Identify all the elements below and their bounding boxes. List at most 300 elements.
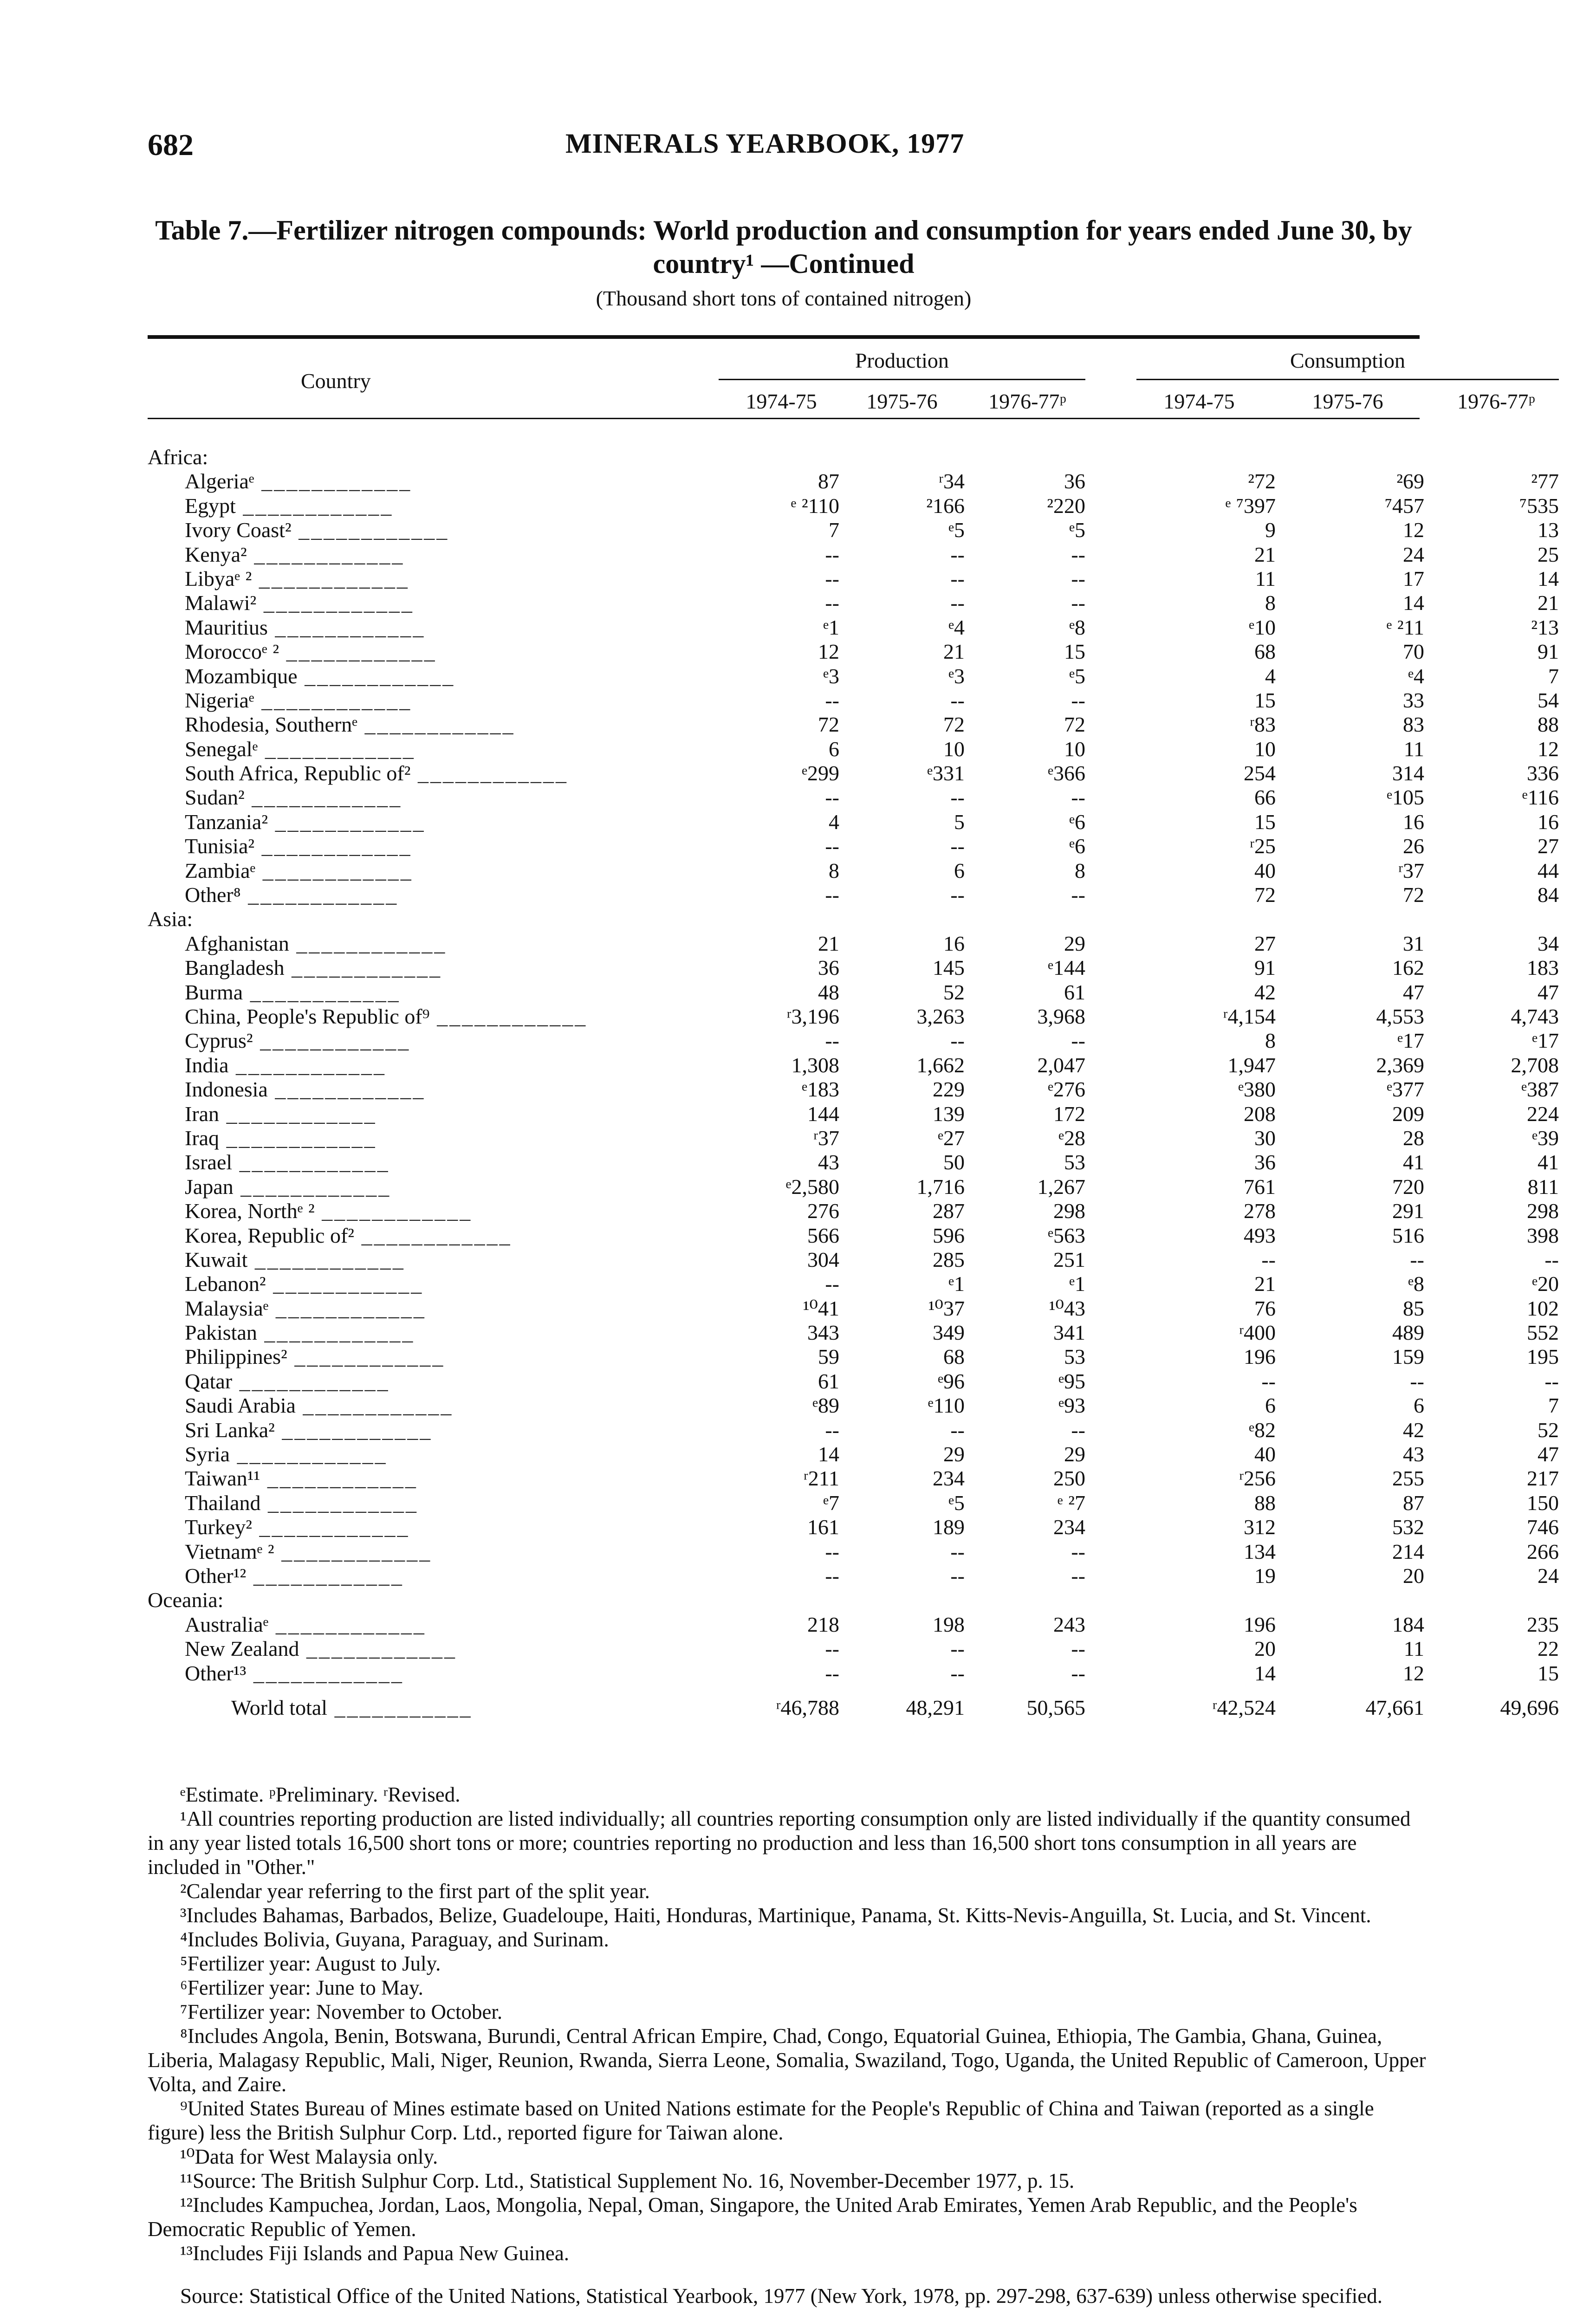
table-cell: 44 xyxy=(1538,858,1559,882)
consumption-group-header: Consumption xyxy=(1290,349,1405,372)
country-name xyxy=(185,1369,390,1394)
table-cell: 6 xyxy=(1414,1394,1424,1418)
table-cell: ʳ46,788 xyxy=(776,1695,839,1719)
table-cell: 234 xyxy=(933,1466,965,1491)
table-cell: 287 xyxy=(933,1199,965,1223)
row-label: Saudi Arabia xyxy=(185,1394,296,1418)
table-cell: 34 xyxy=(1538,931,1559,955)
table-cell: 47 xyxy=(1538,1442,1559,1466)
leader-dashes: ____________ xyxy=(254,469,412,493)
table-cell: 88 xyxy=(1254,1491,1276,1515)
table-cell: 145 xyxy=(933,956,965,980)
table-cell: ᵉ5 xyxy=(1069,518,1085,542)
country-name xyxy=(185,616,425,640)
row-label: Qatar xyxy=(185,1369,233,1393)
table-cell: ᵉ ²11 xyxy=(1386,615,1424,639)
table-row xyxy=(148,980,1559,1005)
row-label: Libyaᵉ ² xyxy=(185,566,252,590)
table-cell: ᵉ6 xyxy=(1069,810,1085,834)
table-row xyxy=(148,858,1559,883)
row-label: Mozambique xyxy=(185,664,298,688)
table-cell: ʳ37 xyxy=(813,1126,839,1150)
region-row xyxy=(148,1588,1420,1612)
table-cell: -- xyxy=(825,566,839,590)
table-cell: 12 xyxy=(1538,737,1559,761)
country-name xyxy=(185,1005,587,1029)
table-cell: -- xyxy=(825,1272,839,1296)
table-row xyxy=(148,834,1559,858)
table-cell: 21 xyxy=(818,931,839,955)
table-row xyxy=(148,1102,1559,1126)
table-cell: 343 xyxy=(807,1321,839,1345)
table-cell: -- xyxy=(1071,1029,1085,1053)
table-cell: 12 xyxy=(818,640,839,664)
table-cell: 1,662 xyxy=(916,1053,965,1077)
table-cell: ᵉ ²110 xyxy=(791,493,839,518)
leader-dashes: ____________ xyxy=(274,1418,433,1442)
table-cell: 47 xyxy=(1538,980,1559,1004)
table-cell: ᵉ5 xyxy=(1069,664,1085,688)
table-cell: 4 xyxy=(829,810,839,834)
country-name xyxy=(185,1321,415,1345)
footnote: ⁴Includes Bolivia, Guyana, Paraguay, and Surinam. xyxy=(180,1928,609,1951)
table-cell: 198 xyxy=(933,1612,965,1636)
country-name xyxy=(231,1696,473,1720)
leader-dashes: ____________ xyxy=(295,1394,454,1418)
region-label xyxy=(148,445,208,469)
leader-dashes: ____________ xyxy=(289,931,447,955)
table-cell: 16 xyxy=(1403,810,1424,834)
column-header: 1975-76 xyxy=(1312,389,1383,413)
column-header: 1976-77ᵖ xyxy=(1457,389,1535,413)
table-cell: 254 xyxy=(1244,761,1276,785)
table-row xyxy=(148,1004,1559,1029)
leader-dashes: ____________ xyxy=(240,883,399,907)
table-cell: ᵉ5 xyxy=(948,518,965,542)
row-label: Tanzania² xyxy=(185,810,268,834)
table-cell: -- xyxy=(950,566,965,590)
table-cell: 59 xyxy=(818,1345,839,1369)
table-cell: 53 xyxy=(1064,1150,1085,1174)
leader-dashes: ____________ xyxy=(274,1539,432,1563)
country-name xyxy=(185,1394,453,1418)
table-row xyxy=(148,566,1559,591)
country-name xyxy=(185,1515,410,1539)
table-cell: 298 xyxy=(1527,1199,1559,1223)
table-cell: ᵉ563 xyxy=(1048,1223,1085,1247)
table-cell: 17 xyxy=(1403,566,1424,590)
table-cell: 50,565 xyxy=(1026,1695,1085,1719)
table-cell: -- xyxy=(825,1418,839,1442)
table-cell: ᵉ105 xyxy=(1387,785,1424,810)
table-cell: 14 xyxy=(818,1442,839,1466)
table-cell: 7 xyxy=(829,518,839,542)
table-cell: 48,291 xyxy=(906,1695,965,1719)
table-cell: 91 xyxy=(1254,956,1276,980)
table-cell: 1,716 xyxy=(916,1174,965,1199)
table-cell: -- xyxy=(1410,1247,1424,1271)
table-cell: -- xyxy=(825,591,839,615)
table-cell: 218 xyxy=(807,1612,839,1636)
table-cell: 72 xyxy=(1403,883,1424,907)
table-cell: 234 xyxy=(1053,1515,1085,1539)
row-label: Africa: xyxy=(148,445,208,469)
table-cell: 48 xyxy=(818,980,839,1004)
table-cell: ᵉ8 xyxy=(1069,615,1085,639)
table-cell: ᵉ39 xyxy=(1532,1126,1559,1150)
country-name xyxy=(185,518,449,542)
table-cell: 1,308 xyxy=(791,1053,839,1077)
table-cell: ᵉ ⁷397 xyxy=(1225,493,1276,518)
table-cell: 52 xyxy=(1538,1418,1559,1442)
table-cell: ᵉ5 xyxy=(948,1491,965,1515)
table-cell: -- xyxy=(950,1539,965,1563)
leader-dashes: ____________ xyxy=(268,810,426,834)
leader-dashes: ____________ xyxy=(266,1272,424,1296)
table-row xyxy=(148,1466,1559,1491)
region-label xyxy=(148,907,193,931)
table-cell: 208 xyxy=(1244,1102,1276,1126)
leader-dashes: ____________ xyxy=(279,640,437,664)
table-cell: 243 xyxy=(1053,1612,1085,1636)
table-cell: 15 xyxy=(1254,688,1276,712)
country-name xyxy=(185,761,568,785)
row-label: Japan xyxy=(185,1174,234,1199)
table-cell: 85 xyxy=(1403,1296,1424,1320)
table-cell: 52 xyxy=(943,980,965,1004)
table-cell: ⁷535 xyxy=(1519,493,1559,518)
table-cell: ᵉ17 xyxy=(1397,1029,1424,1053)
table-cell: ᵉ276 xyxy=(1048,1077,1085,1102)
table-cell: ¹⁰37 xyxy=(928,1296,965,1320)
table-row xyxy=(148,1321,1559,1345)
table-cell: 596 xyxy=(933,1223,965,1247)
row-label: Korea, Northᵉ ² xyxy=(185,1199,315,1223)
leader-dashes: ____________ xyxy=(253,1029,411,1053)
row-label: Vietnamᵉ ² xyxy=(185,1539,274,1563)
table-cell: -- xyxy=(1544,1247,1559,1271)
leader-dashes: ____________ xyxy=(268,1296,426,1320)
table-cell: 217 xyxy=(1527,1466,1559,1491)
table-cell: 761 xyxy=(1244,1174,1276,1199)
table-cell: 29 xyxy=(1064,931,1085,955)
table-cell: 720 xyxy=(1392,1174,1424,1199)
table-cell: ᵉ7 xyxy=(823,1491,839,1515)
table-cell: 27 xyxy=(1538,834,1559,858)
table-cell: 489 xyxy=(1392,1321,1424,1345)
table-cell: ᵉ380 xyxy=(1238,1077,1276,1102)
table-cell: ᵉ95 xyxy=(1058,1369,1085,1393)
table-cell: 29 xyxy=(1064,1442,1085,1466)
table-cell: 72 xyxy=(943,713,965,737)
table-cell: 72 xyxy=(818,713,839,737)
row-label: Egypt xyxy=(185,493,236,518)
country-name xyxy=(185,688,412,713)
country-name xyxy=(185,1466,418,1491)
leader-dashes: ____________ xyxy=(267,615,426,639)
table-cell: ¹⁰41 xyxy=(803,1296,839,1320)
footnote: ⁶Fertilizer year: June to May. xyxy=(180,1976,423,1999)
table-cell: 16 xyxy=(1538,810,1559,834)
country-name xyxy=(185,494,393,518)
row-label: Israel xyxy=(185,1150,233,1174)
row-label: New Zealand xyxy=(185,1637,299,1661)
country-name xyxy=(185,1029,410,1053)
table-cell: ᵉ387 xyxy=(1521,1077,1559,1102)
leader-dashes: ____________ xyxy=(230,1442,388,1466)
row-label: Syria xyxy=(185,1442,230,1466)
table-row xyxy=(148,664,1559,688)
table-cell: 70 xyxy=(1403,640,1424,664)
table-cell: 36 xyxy=(1254,1150,1276,1174)
leader-dashes: ____________ xyxy=(252,1515,410,1539)
table-cell: -- xyxy=(950,834,965,858)
leader-dashes: ____________ xyxy=(254,688,412,712)
row-label: Afghanistan xyxy=(185,931,289,955)
country-name xyxy=(185,591,414,615)
table-cell: 8 xyxy=(1265,591,1276,615)
table-cell: 47 xyxy=(1403,980,1424,1004)
table-cell: 15 xyxy=(1254,810,1276,834)
leader-dashes: ____________ xyxy=(291,518,449,542)
leader-dashes: ____________ xyxy=(357,713,515,737)
table-cell: 29 xyxy=(943,1442,965,1466)
table-cell: 15 xyxy=(1538,1661,1559,1685)
table-cell: 251 xyxy=(1053,1247,1085,1271)
table-cell: -- xyxy=(825,834,839,858)
table-cell: 1,267 xyxy=(1037,1174,1085,1199)
table-header xyxy=(148,339,1535,418)
table-cell: 255 xyxy=(1392,1466,1424,1491)
country-name xyxy=(185,1491,418,1515)
leader-dashes: ____________ xyxy=(429,1004,588,1028)
leader-dashes: ___________ xyxy=(327,1695,473,1719)
row-label: Iran xyxy=(185,1102,220,1126)
table-cell: ʳ211 xyxy=(803,1466,839,1491)
country-name xyxy=(185,1345,445,1369)
table-row xyxy=(148,931,1559,956)
row-label: Sudan² xyxy=(185,785,245,810)
table-row xyxy=(148,1369,1559,1394)
country-name xyxy=(185,543,404,567)
country-name xyxy=(185,1224,512,1248)
table-cell: -- xyxy=(1071,785,1085,810)
table-cell: 4 xyxy=(1265,664,1276,688)
page-number: 682 xyxy=(148,128,194,162)
leader-dashes: ____________ xyxy=(284,956,442,980)
table-cell: 3,968 xyxy=(1037,1004,1085,1028)
table-cell: 31 xyxy=(1403,931,1424,955)
table-body xyxy=(148,419,1559,1720)
row-label: Malawi² xyxy=(185,591,257,615)
table-cell: -- xyxy=(825,688,839,712)
region-label xyxy=(148,1588,223,1612)
table-cell: 61 xyxy=(1064,980,1085,1004)
table-row xyxy=(148,713,1559,737)
country-name xyxy=(185,834,412,858)
row-label: Thailand xyxy=(185,1491,261,1515)
table-subtitle: (Thousand short tons of contained nitrogen) xyxy=(596,286,972,310)
table-cell: 24 xyxy=(1403,542,1424,566)
table-cell: 4,743 xyxy=(1511,1004,1559,1028)
country-name xyxy=(185,1248,405,1272)
table-row xyxy=(148,1612,1559,1637)
table-cell: 14 xyxy=(1254,1661,1276,1685)
country-name xyxy=(185,1053,386,1077)
country-name xyxy=(185,1175,391,1199)
table-cell: ᵉ331 xyxy=(927,761,965,785)
table-cell: 196 xyxy=(1244,1612,1276,1636)
country-name xyxy=(185,1077,425,1102)
leader-dashes: ____________ xyxy=(233,1174,391,1199)
table-cell: 66 xyxy=(1254,785,1276,810)
table-row xyxy=(148,1053,1559,1077)
leader-dashes: ____________ xyxy=(244,785,402,810)
table-row xyxy=(148,737,1559,761)
table-row xyxy=(148,469,1559,493)
footnote: ⁸Includes Angola, Benin, Botswana, Burundi, Central African Empire, Chad, Congo, Equatorial Guinea, Ethiopia, The Gambia, Ghana, Guinea, Liberia, Malagasy Republic, Mali, Niger, Reunion, Rwanda, Sierra Leone, Somalia, Swaziland, Togo, Uganda, the United Republic of Cameroon, Upper Volta, and Zaire. xyxy=(148,2024,1426,2096)
table-cell: 83 xyxy=(1403,713,1424,737)
footnote: ⁷Fertilizer year: November to October. xyxy=(180,2000,503,2023)
table-cell: ᵉ8 xyxy=(1408,1272,1424,1296)
page-header xyxy=(148,128,1420,169)
table-row xyxy=(148,688,1559,713)
row-label: Philippines² xyxy=(185,1345,287,1369)
table-cell: 196 xyxy=(1244,1345,1276,1369)
column-header: 1976-77ᵖ xyxy=(988,389,1066,413)
country-name xyxy=(185,1150,390,1174)
table-cell: 88 xyxy=(1538,713,1559,737)
table-cell: -- xyxy=(1071,591,1085,615)
leader-dashes: ____________ xyxy=(268,1612,426,1636)
country-name xyxy=(185,956,442,980)
country-name xyxy=(185,1126,377,1150)
footnote: ¹⁰Data for West Malaysia only. xyxy=(180,2145,438,2168)
country-name xyxy=(185,1297,426,1321)
footnote: ⁵Fertilizer year: August to July. xyxy=(180,1952,441,1975)
table-cell: 2,369 xyxy=(1376,1053,1424,1077)
production-group-rule xyxy=(719,379,1085,380)
leader-dashes: ____________ xyxy=(257,1321,415,1345)
table-cell: ᵉ17 xyxy=(1532,1029,1559,1053)
table-cell: 6 xyxy=(829,737,839,761)
table-row xyxy=(148,761,1559,785)
country-name xyxy=(185,640,437,664)
table-cell: 2,708 xyxy=(1511,1053,1559,1077)
running-head: MINERALS YEARBOOK, 1977 xyxy=(565,128,965,159)
table-cell: 42 xyxy=(1403,1418,1424,1442)
table-row xyxy=(148,1491,1559,1515)
table-cell: -- xyxy=(825,1563,839,1588)
table-cell: 9 xyxy=(1265,518,1276,542)
leader-dashes: ____________ xyxy=(354,1223,512,1247)
table-cell: 10 xyxy=(1254,737,1276,761)
table-cell: 195 xyxy=(1527,1345,1559,1369)
table-row xyxy=(148,640,1559,664)
table-cell: 10 xyxy=(1064,737,1085,761)
row-label: China, People's Republic of⁹ xyxy=(185,1004,430,1028)
row-label: Taiwan¹¹ xyxy=(185,1466,260,1491)
table-cell: 22 xyxy=(1538,1637,1559,1661)
table-row xyxy=(148,1223,1559,1248)
row-label: Bangladesh xyxy=(185,956,285,980)
row-label: Indonesia xyxy=(185,1077,268,1102)
table-cell: 159 xyxy=(1392,1345,1424,1369)
table-cell: -- xyxy=(950,542,965,566)
country-name xyxy=(185,883,398,907)
leader-dashes: ____________ xyxy=(246,1661,404,1685)
table-row xyxy=(148,1247,1559,1272)
table-cell: 26 xyxy=(1403,834,1424,858)
table-cell: ᵉ89 xyxy=(812,1394,839,1418)
table-cell: 493 xyxy=(1244,1223,1276,1247)
table-cell: 189 xyxy=(933,1515,965,1539)
table-cell: 11 xyxy=(1403,1637,1424,1661)
table-cell: 314 xyxy=(1392,761,1424,785)
table-cell: 214 xyxy=(1392,1539,1424,1563)
table-cell: ʳ83 xyxy=(1250,713,1276,737)
row-label: Pakistan xyxy=(185,1321,257,1345)
table-cell: 21 xyxy=(1538,591,1559,615)
table-row xyxy=(148,1272,1559,1296)
leader-dashes: ____________ xyxy=(219,1126,377,1150)
table-cell: 102 xyxy=(1527,1296,1559,1320)
production-group-header: Production xyxy=(855,349,949,372)
leader-dashes: ____________ xyxy=(232,1369,390,1393)
row-label: Iraq xyxy=(185,1126,220,1150)
row-label: Nigeriaᵉ xyxy=(185,688,254,712)
table-cell: 12 xyxy=(1403,518,1424,542)
table-cell: 349 xyxy=(933,1321,965,1345)
row-label: Burma xyxy=(185,980,243,1004)
leader-dashes: ____________ xyxy=(256,591,414,615)
table-cell: 298 xyxy=(1053,1199,1085,1223)
row-label: Lebanon² xyxy=(185,1272,266,1296)
row-label: Senegalᵉ xyxy=(185,737,258,761)
table-cell: -- xyxy=(1071,1637,1085,1661)
table-cell: 40 xyxy=(1254,858,1276,882)
table-cell: 24 xyxy=(1538,1563,1559,1588)
footnote: ⁹United States Bureau of Mines estimate based on United Nations estimate for the People's Republic of China and Taiwan (reported as a single figure) less the British Sulphur Corp. Ltd., reported figure for Taiwan alone. xyxy=(148,2097,1374,2144)
table-cell: 341 xyxy=(1053,1321,1085,1345)
table-cell: ᵉ28 xyxy=(1058,1126,1085,1150)
table-cell: 36 xyxy=(818,956,839,980)
row-label: Asia: xyxy=(148,907,193,931)
table-cell: ²166 xyxy=(926,493,965,518)
table-cell: ʳ400 xyxy=(1239,1321,1276,1345)
table-cell: ᵉ27 xyxy=(938,1126,965,1150)
country-name xyxy=(185,785,402,810)
table-cell: 41 xyxy=(1403,1150,1424,1174)
table-cell: 19 xyxy=(1254,1563,1276,1588)
table-cell: -- xyxy=(950,1029,965,1053)
table-cell: 150 xyxy=(1527,1491,1559,1515)
table-cell: 6 xyxy=(1265,1394,1276,1418)
table-cell: 13 xyxy=(1538,518,1559,542)
table-cell: 532 xyxy=(1392,1515,1424,1539)
table-cell: -- xyxy=(1071,566,1085,590)
table-cell: 40 xyxy=(1254,1442,1276,1466)
country-name xyxy=(185,1199,472,1223)
table-cell: 5 xyxy=(954,810,965,834)
table-cell: ²220 xyxy=(1047,493,1085,518)
table-row xyxy=(148,1174,1559,1199)
row-label: World total xyxy=(231,1695,328,1719)
table-row xyxy=(148,615,1559,640)
row-label: Mauritius xyxy=(185,615,268,639)
table-cell: 278 xyxy=(1244,1199,1276,1223)
table-cell: ⁷457 xyxy=(1384,493,1424,518)
